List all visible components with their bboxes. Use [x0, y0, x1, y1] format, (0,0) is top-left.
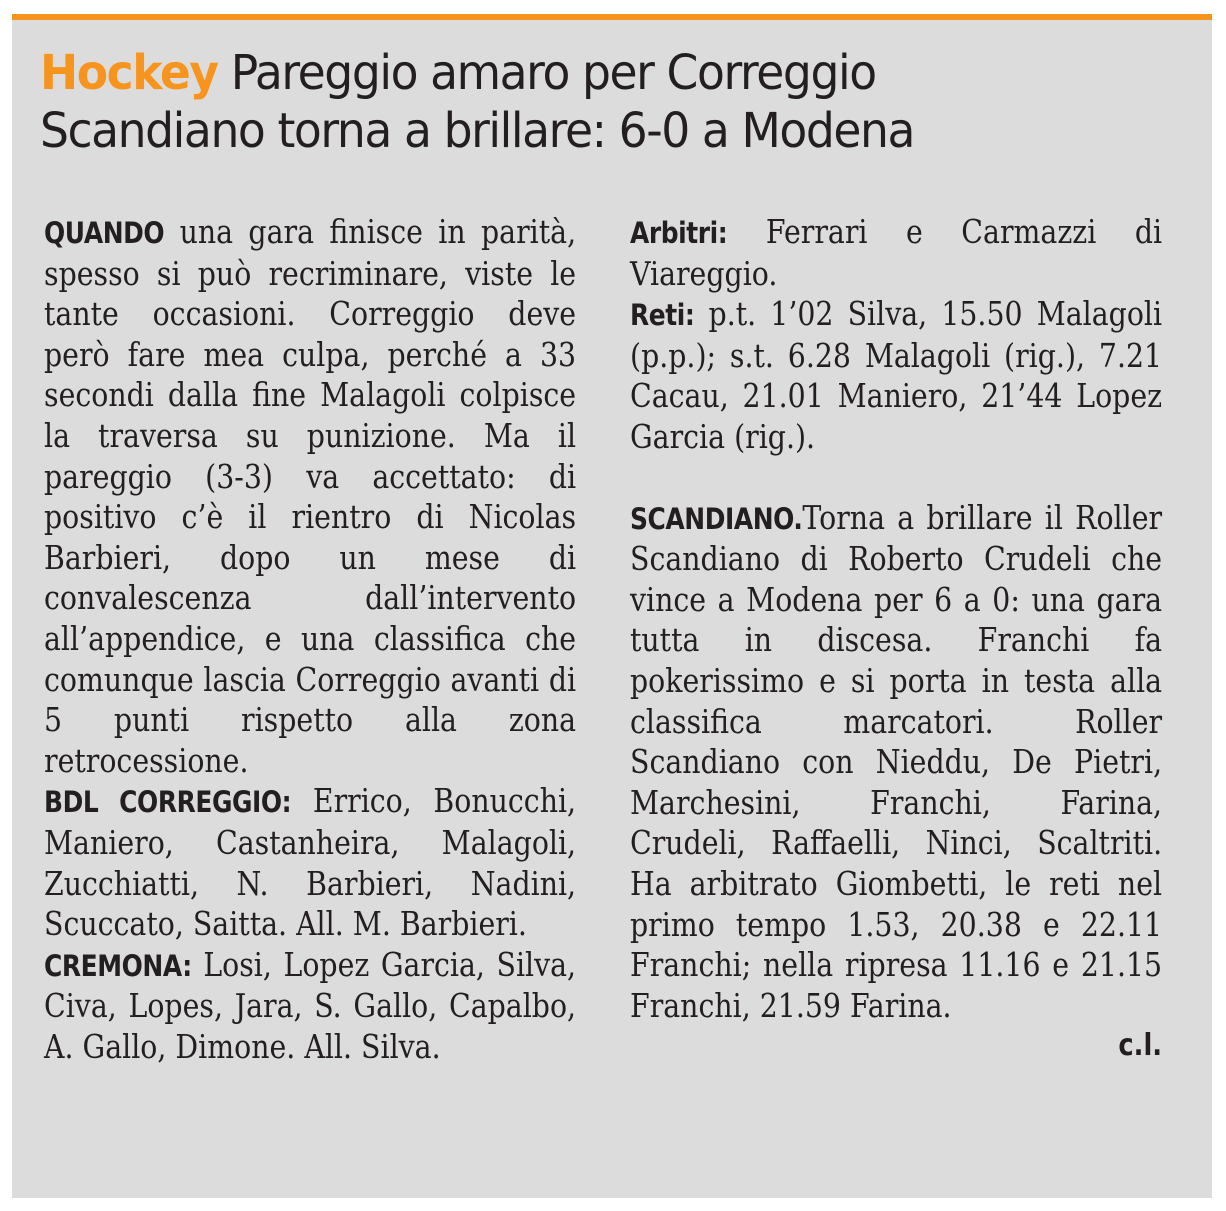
correggio-lead: BDL CORREGGIO: — [44, 785, 292, 820]
goals-paragraph — [630, 294, 1162, 457]
goals-lead: Reti: — [630, 298, 695, 333]
article-headline — [40, 44, 1114, 160]
cremona-lead: CREMONA: — [44, 948, 192, 983]
right-column — [630, 212, 1162, 1067]
scandiano-paragraph — [630, 498, 1162, 1027]
scandiano-text: Torna a brillare il Roller Scandiano di Roberto Crudeli che vince a Modena per 6 a 0: una gara tutta in discesa. Franchi fa pokerissimo e si porta in testa alla classifica marcatori. Roller Scandiano con Nieddu, De Pietri, Marchesini, Franchi, Farina, Crudeli, Raffaelli, Ninci, Scaltriti. Ha arbitrato Giombetti, le reti nel primo tempo 1.53, 20.38 e 22.11 Franchi; nella ripresa 11.16 e 21.15 Franchi, 21.59 Farina. — [630, 497, 1163, 1025]
headline-line-1: Pareggio amaro per Correggio — [230, 45, 876, 101]
correggio-lineup — [44, 781, 576, 944]
intro-lead: QUANDO — [44, 216, 165, 250]
author-signature: c.l. — [1118, 1028, 1163, 1064]
headline-line-2: Scandiano torna a brillare: 6-0 a Modena — [40, 103, 915, 159]
cremona-text: Losi, Lopez Garcia, Silva, Civa, Lopes, Jara, S. Gallo, Capalbo, A. Gallo, Dimone. All. Silva. — [44, 944, 577, 1066]
intro-paragraph — [44, 212, 576, 781]
section-kicker: Hockey — [40, 45, 218, 101]
scandiano-lead: SCANDIANO. — [630, 501, 803, 536]
referees-text: Ferrari e Carmazzi di Viareggio. — [630, 212, 1163, 293]
referees-lead: Arbitri: — [630, 216, 728, 250]
referees-paragraph — [630, 212, 1162, 294]
paragraph-gap — [630, 458, 1162, 498]
goals-text: p.t. 1’02 Silva, 15.50 Malagoli (p.p.); s.t. 6.28 Malagoli (rig.), 7.21 Cacau, 21.01 Maniero, 21’44 Lopez Garcia (rig.). — [630, 294, 1163, 456]
correggio-text: Errico, Bonucchi, Maniero, Castanheira, Malagoli, Zucchiatti, N. Barbieri, Nadini, Scuccato, Saitta. All. M. Barbieri. — [44, 781, 577, 944]
intro-text: una gara finisce in parità, spesso si può recriminare, viste le tante occasioni. Correggio deve però fare mea culpa, perché a 33 secondi dalla fine Malagoli colpisce la traversa su punizione. Ma il pareggio (3-3) va accettato: di positivo c’è il rientro di Nicolas Barbieri, dopo un mese di convalescenza dall’intervento all’appendice, e una classifica che comunque lascia Correggio avanti di 5 punti rispetto alla zona retrocessione. — [44, 212, 577, 780]
cremona-lineup — [44, 945, 576, 1068]
left-column — [44, 212, 576, 1067]
